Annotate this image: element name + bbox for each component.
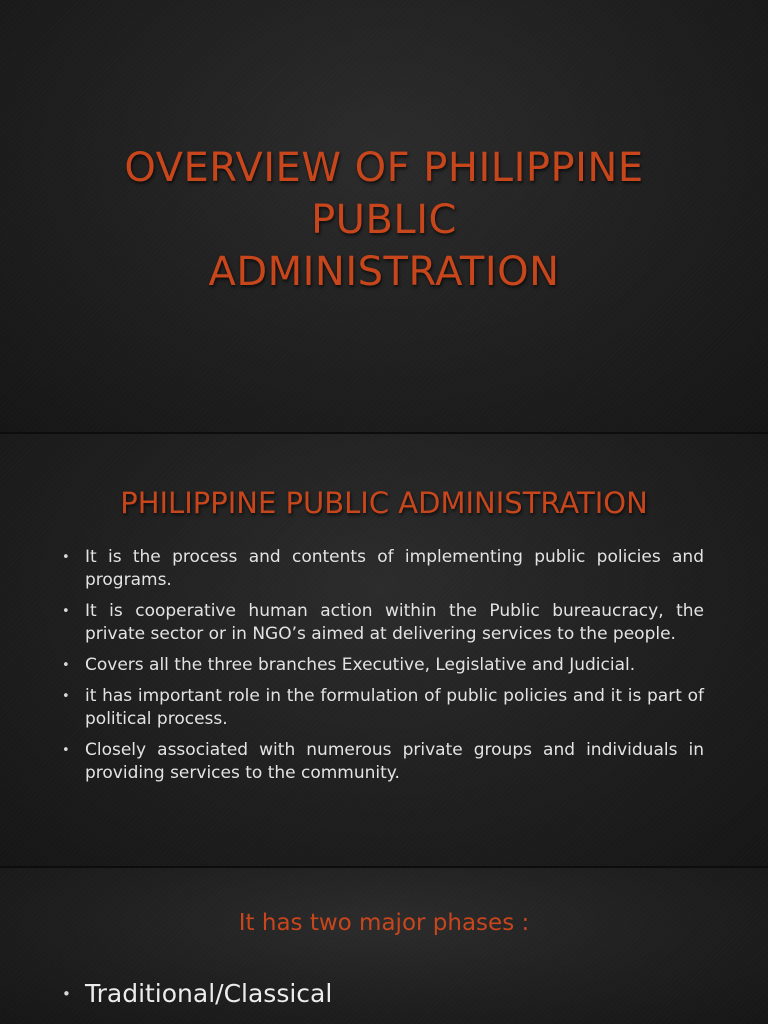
bullet-text: Closely associated with numerous private groups and individuals in providing services to the community. [85,740,704,783]
bullet-text: Traditional/Classical [85,979,333,1008]
title-line: ADMINISTRATION [208,249,560,295]
list-item [62,654,704,677]
slide-3 [0,868,768,1024]
list-item [62,978,332,1010]
title-line: OVERVIEW OF PHILIPPINE [124,145,644,191]
bullet-icon: • [62,985,71,1003]
bullet-icon: • [62,743,70,758]
bullet-text: Covers all the three branches Executive, Legislative and Judicial. [85,655,636,675]
list-item [62,739,704,785]
bullet-list [62,546,704,793]
list-item [62,600,704,646]
bullet-text: it has important role in the formulation of public policies and it is part of political process. [85,686,704,729]
list-item [62,685,704,731]
bullet-text: It is the process and contents of implementing public policies and programs. [85,547,704,590]
slide-1 [0,0,768,432]
slide-2 [0,434,768,866]
bullet-icon: • [62,689,70,704]
slide-title [60,142,708,298]
bullet-icon: • [62,604,70,619]
slide-heading: PHILIPPINE PUBLIC ADMINISTRATION [120,486,648,520]
bullet-text: It is cooperative human action within the Public bureaucracy, the private sector or in NGO’s aimed at delivering services to the people. [85,601,704,644]
list-item [62,546,704,592]
slide-heading: It has two major phases : [238,910,530,936]
bullet-icon: • [62,550,70,565]
title-line: PUBLIC [311,197,457,243]
bullet-icon: • [62,658,70,673]
